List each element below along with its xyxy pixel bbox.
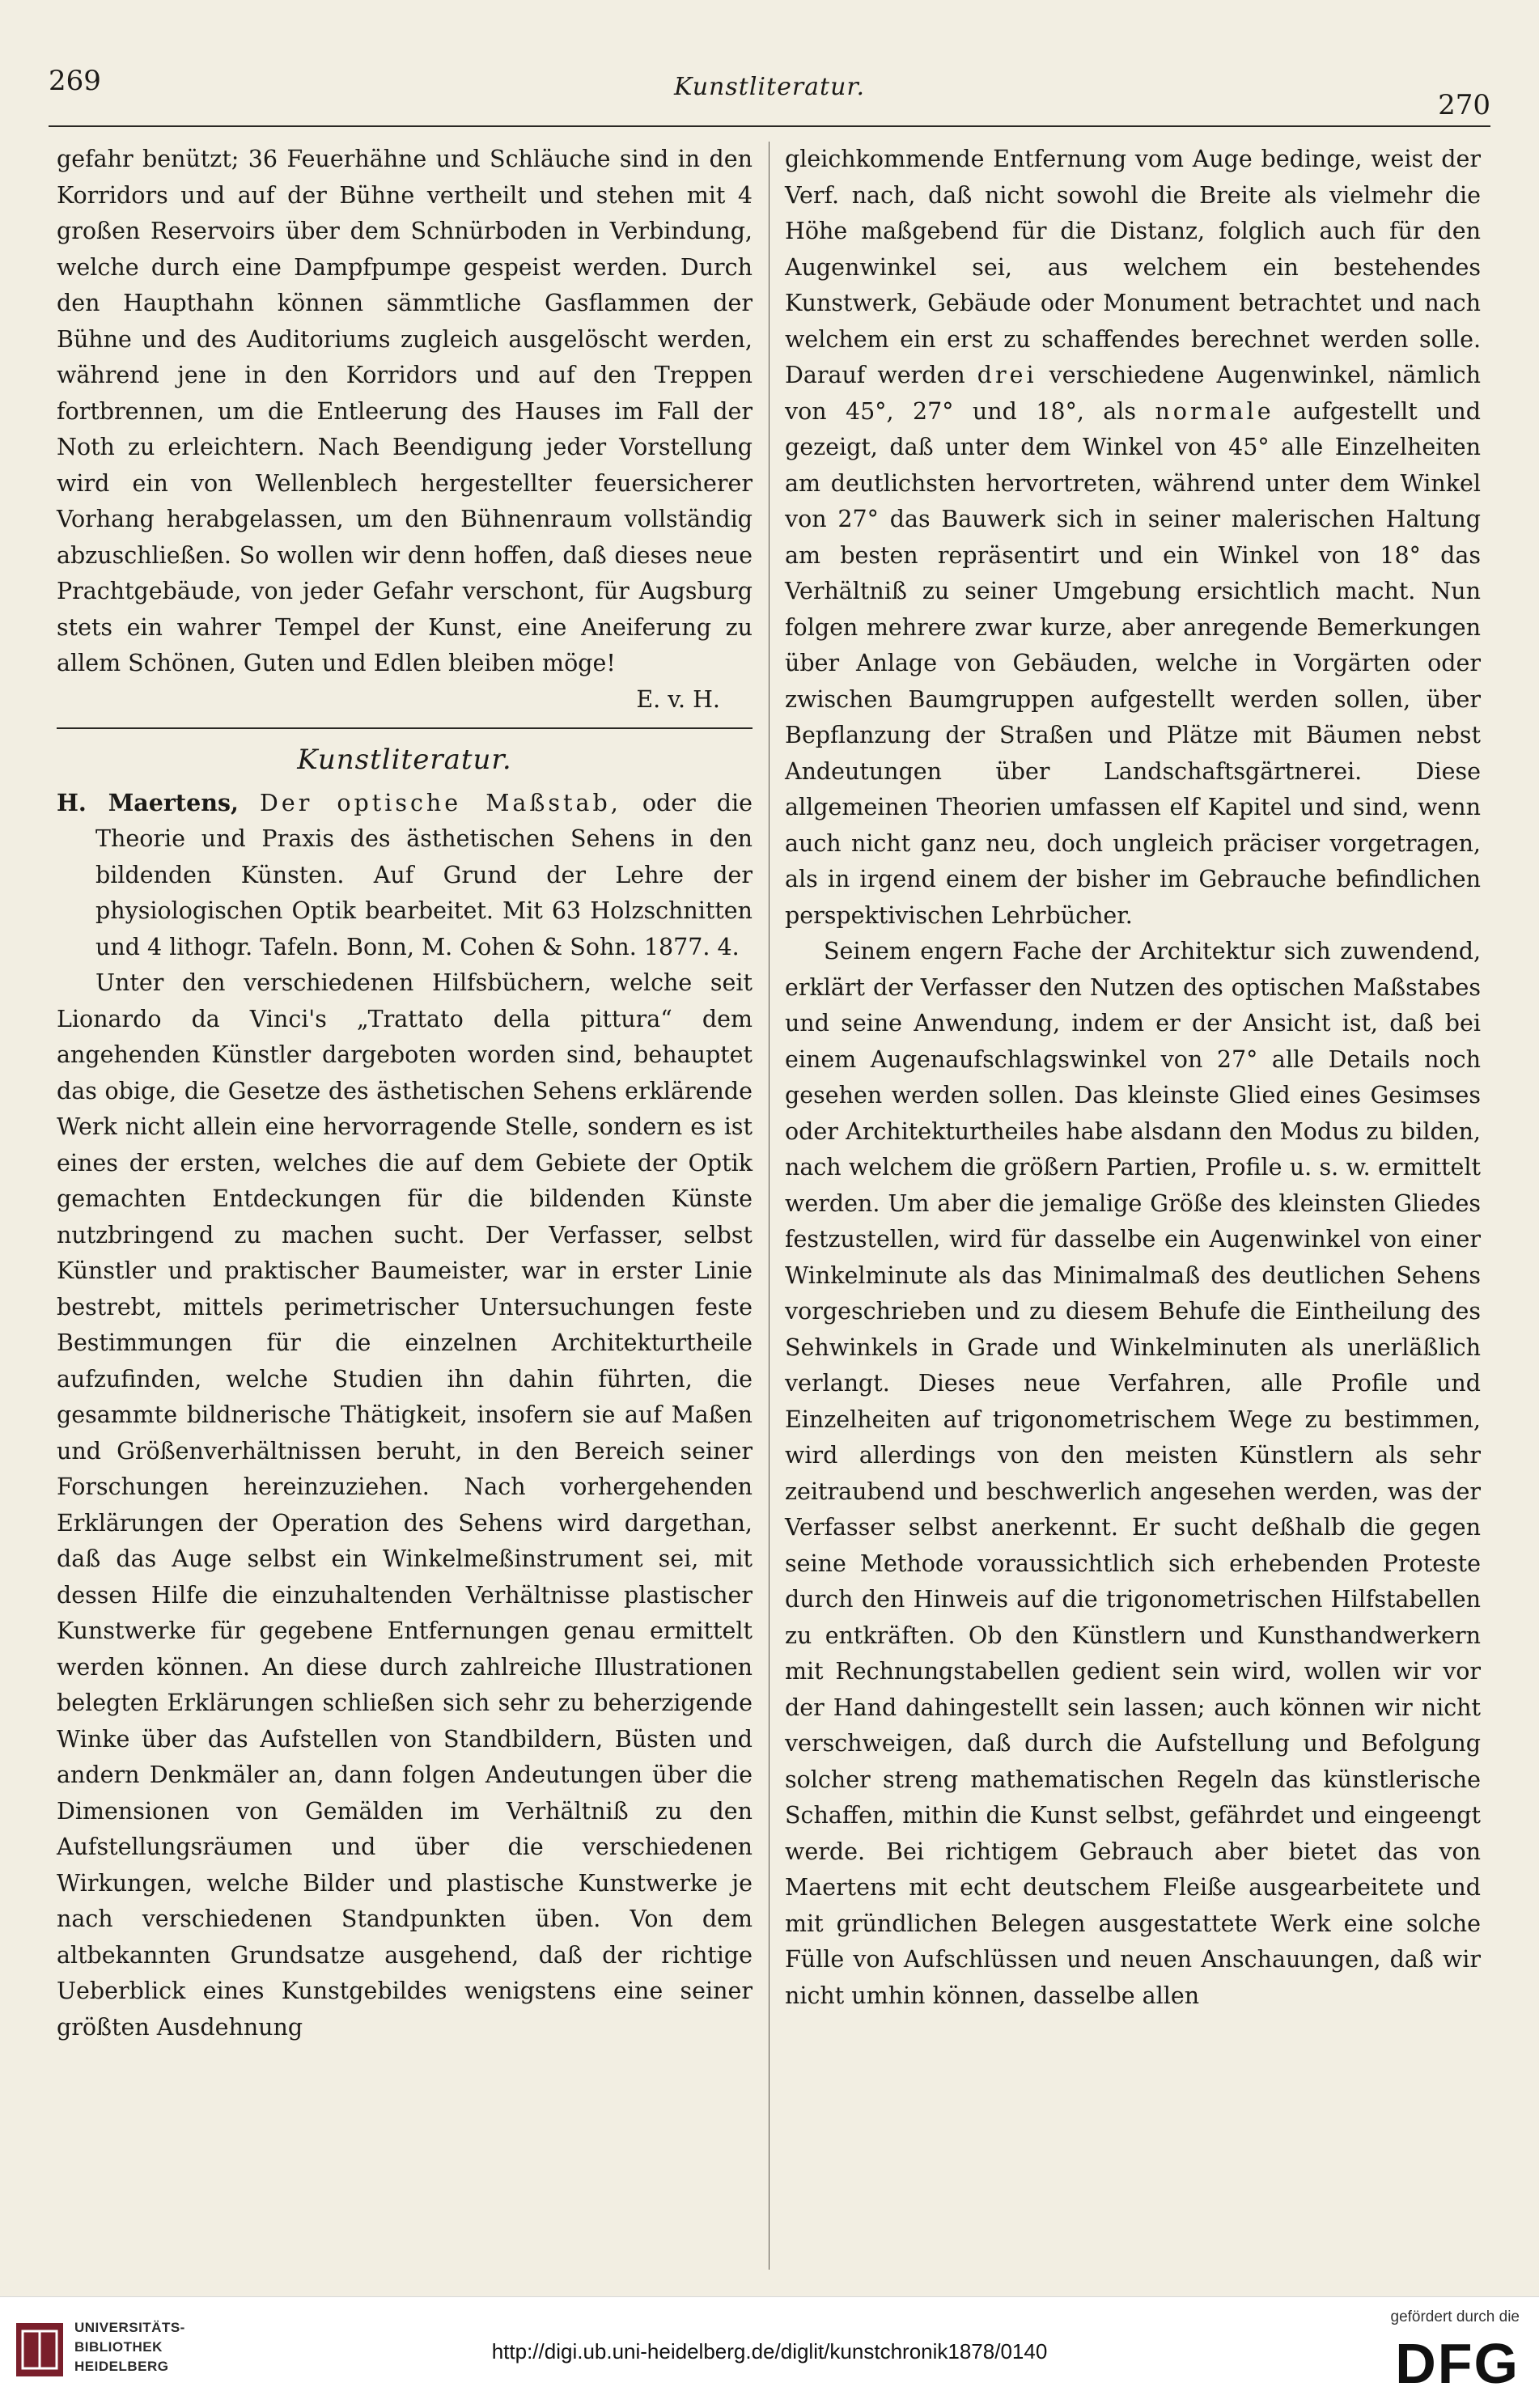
review-continuation — [785, 142, 1481, 934]
page-header — [49, 57, 1490, 121]
page-number-right: 270 — [1438, 89, 1490, 121]
book-entry — [57, 785, 753, 966]
section-title: Kunstliteratur. — [297, 744, 512, 776]
section-rule — [57, 727, 753, 729]
entry-details: oder die Theorie und Praxis des ästhetischen Sehens in den bildenden Künsten. Auf Grund der Lehre der physiologischen Optik bearbeitet. Mit 63 Holzschnitten und 4 lithogr. Tafeln. Bonn, M. Cohen & Sohn. 1877. 4. — [95, 789, 753, 960]
right-column — [785, 142, 1481, 2014]
entry-title: Der optische Maßstab, — [259, 789, 621, 816]
review-text: Unter den verschiedenen Hilfsbüchern, welche seit Lionardo da Vinci's „Trattato della pittura“ dem angehenden Künstler dargeboten worden sind, behauptet das obige, die Gesetze des ästhetischen Sehens erklärende Werk nicht allein eine hervorragende Stelle, sondern es ist eines der ersten, welches die auf dem Gebiete der Optik gemachten Entdeckungen für die bildenden Künste nutzbringend zu machen sucht. Der Verfasser, selbst Künstler und praktischer Baumeister, war in erster Linie bestrebt, mittels perimetrischer Untersuchungen feste Bestimmungen für die einzelnen Architekturtheile aufzufinden, welche Studien ihn dahin führten, die gesammte bildnerische Thätigkeit, insofern sie auf Maßen und Größenverhältnissen beruht, in den Bereich seiner Forschungen hereinzuziehen. Nach vorhergehenden Erklärungen der Operation des Sehens wird dargethan, daß das Auge selbst ein Winkelmeßinstrument sei, mit dessen Hilfe die einzuhaltenden Verhältnisse plastischer Kunstwerke für gegebene Entfernungen genau ermittelt werden können. An diese durch zahlreiche Illustrationen belegten Erklärungen schließen sich sehr zu beherzigende Winke über das Aufstellen von Standbildern, Büsten und andern Denkmäler an, dann folgen Andeutungen über die Dimensionen von Gemälden im Verhältniß zu den Aufstellungsräumen und über die verschiedenen Wirkungen, welche Bilder und plastische Kunstwerke je nach verschiedenen Standpunkten üben. Von dem altbekannten Grundsatze ausgehend, daß der richtige Ueberblick eines Kunstgebildes wenigstens eine seiner größten Ausdehnung — [57, 969, 753, 2041]
entry-author: H. Maertens, — [57, 788, 239, 816]
header-rule — [49, 125, 1490, 127]
review-continuation-part-1: gleichkommende Entfernung vom Auge bedinge, weist der Verf. nach, daß nicht sowohl die Breite als vielmehr die Höhe maßgebend für die Distanz, folglich auch für den Augenwinkel sei, aus welchem ein bestehendes Kunstwerk, Gebäude oder Monument betrachtet und nach welchem ein erst zu schaffendes berechnet werden solle. Darauf werden — [785, 146, 1481, 388]
review-paragraph-architecture: Seinem engern Fache der Architektur sich zuwendend, erklärt der Verfasser den Nutzen des optischen Maßstabes und seine Anwendung, indem er der Ansicht ist, daß bei einem Augenaufschlagswinkel von 27° alle Details noch gesehen werden sollen. Das kleinste Glied eines Gesimses oder Architekturtheiles habe alsdann den Modus zu bilden, nach welchem die größern Partien, Profile u. s. w. ermittelt werden. Um aber die jemalige Größe des kleinsten Gliedes festzustellen, wird für dasselbe ein Augenwinkel von einer Winkelminute als das Minimalmaß des deutlichen Sehens vorgeschrieben und zu diesem Behufe die Eintheilung des Sehwinkels in Grade und Winkelminuten als unerläßlich verlangt. Dieses neue Verfahren, alle Profile und Einzelheiten auf trigonometrischem Wege zu bestimmen, wird allerdings von den meisten Künstlern als sehr zeitraubend und beschwerlich angesehen werden, was der Verfasser selbst anerkennt. Er sucht deßhalb die gegen seine Methode voraussichtlich sich erhebenden Proteste durch den Hinweis auf die trigonometrischen Hilfstabellen zu entkräften. Ob den Künstlern und Kunsthandwerkern mit Rechnungstabellen gedient sein wird, wollen wir vor der Hand dahingestellt sein lassen; auch können wir nicht verschweigen, daß durch die Aufstellung und Befolgung solcher streng mathematischen Regeln das künstlerische Schaffen, mithin die Kunst selbst, gefährdet und eingeengt werde. Bei richtigem Gebrauch aber bietet das von Maertens mit echt deutschem Fleiße ausgearbeitete und mit gründlichen Belegen ausgestattete Werk eine solche Fülle von Aufschlüssen und neuen Anschauungen, daß wir nicht umhin können, dasselbe allen — [785, 938, 1481, 2009]
column-divider — [769, 142, 770, 2270]
review-continuation-part-2: verschiedene Augenwinkel, nämlich von 45°, 27° und 18°, als — [785, 362, 1481, 425]
page-number-left: 269 — [49, 65, 101, 97]
dfg-logo: DFG — [1395, 2332, 1520, 2395]
running-title: Kunstliteratur. — [673, 73, 866, 101]
library-name: UNIVERSITÄTS- BIBLIOTHEK HEIDELBERG — [74, 2320, 185, 2374]
spaced-word-normale: normale — [1155, 397, 1274, 425]
theatre-article-ending: gefahr benützt; 36 Feuerhähne und Schläuche sind in den Korridors und auf der Bühne vertheilt und stehen mit 4 großen Reservoirs über dem Schnürboden in Verbindung, welche durch eine Dampfpumpe gespeist werden. Durch den Haupthahn können sämmtliche Gasflammen der Bühne und des Auditoriums zugleich ausgelöscht werden, während jene in den Korridors und auf den Treppen fortbrennen, um die Entleerung des Hauses im Fall der Noth zu erleichtern. Nach Beendigung jeder Vorstellung wird ein von Wellenblech hergestellter feuersicherer Vorhang herabgelassen, um den Bühnenraum vollständig abzuschließen. So wollen wir denn hoffen, daß dieses neue Prachtgebäude, von jeder Gefahr verschont, für Augsburg stets ein wahrer Tempel der Kunst, eine Aneiferung zu allem Schönen, Guten und Edlen bleiben möge! — [57, 146, 753, 676]
spaced-word-drei: drei — [977, 362, 1037, 388]
digitization-footer — [0, 2296, 1539, 2408]
funding-note: gefördert durch die — [1390, 2308, 1520, 2325]
left-column — [57, 142, 753, 2046]
article-signature: E. v. H. — [636, 685, 720, 713]
source-url-link[interactable]: http://digi.ub.uni-heidelberg.de/diglit/kunstchronik1878/0140 — [491, 2339, 1048, 2363]
review-continuation-part-3: aufgestellt und gezeigt, daß unter dem Winkel von 45° alle Einzelheiten am deutlichsten hervortreten, während unter dem Winkel von 27° das Bauwerk sich in seiner malerischen Haltung am besten repräsentirt und ein Winkel von 18° das Verhältniß zu seiner Umgebung ersichtlich macht. Nun folgen mehrere zwar kurze, aber anregende Bemerkungen über Anlage von Gebäuden, welche in Vorgärten oder zwischen Baumgruppen aufgestellt werden sollen, über Bepflanzung der Straßen und Plätze mit Bäumen nebst Andeutungen über Landschaftsgärtnerei. Diese allgemeinen Theorien umfassen elf Kapitel und sind, wenn auch nicht ganz neu, doch ungleich präciser vorgetragen, als in irgend einem der bisher im Gebrauche befindlichen perspektivischen Lehrbücher. — [785, 397, 1482, 929]
